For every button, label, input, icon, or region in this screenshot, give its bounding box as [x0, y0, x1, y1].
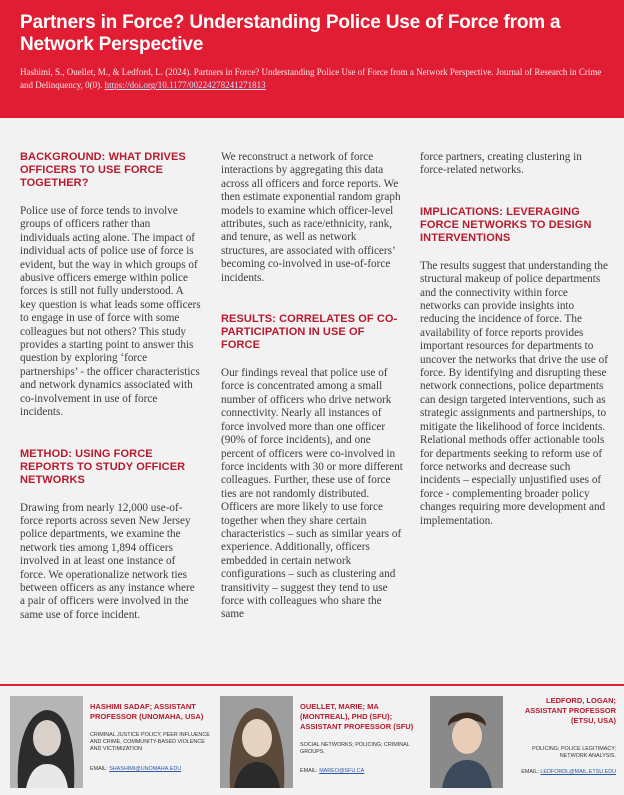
background-body: Police use of force tends to involve groups of officers rather than individuals acting alone. The impact of individual acts of police use of force is evident, but the way in which groups of abusive officers emerge within police forces is still not fully understood. A key question is what leads some officers to engage in use of force with some colleagues but not others? This study provides a starting point to answer this question by exploring ‘force partnerships’ - the officer characteristics and network dynamics associated with co-involvement in use of force incidents.	[20, 205, 201, 419]
doi-link[interactable]: https://doi.org/10.1177/00224278241271813	[104, 80, 266, 90]
page-title: Partners in Force? Understanding Police Use of Force from a Network Perspective	[20, 12, 561, 55]
header-banner	[0, 0, 624, 118]
results-body-continued: force partners, creating clustering in force-related networks.	[420, 151, 582, 177]
author-email-ledford: EMAIL: LEDFORDL@MAIL.ETSU.EDU	[521, 769, 616, 775]
email-link-hashimi[interactable]: SHASHIMI@UNOMAHA.EDU	[109, 766, 182, 772]
author-name-ledford: LEDFORD, LOGAN; ASSISTANT PROFESSOR (ETSU, USA)	[524, 696, 616, 725]
author-email-ouellet: EMAIL: MAREO@SFU.CA	[300, 768, 365, 774]
background-heading: BACKGROUND: WHAT DRIVES OFFICERS TO USE FORCE TOGETHER?	[20, 151, 186, 189]
author-card-ouellet	[220, 696, 415, 791]
column-1	[20, 151, 202, 622]
author-card-hashimi	[10, 696, 210, 791]
method-heading: METHOD: USING FORCE REPORTS TO STUDY OFFICER NETWORKS	[20, 447, 186, 486]
author-interests-ledford: POLICING; POLICE LEGITIMACY; NETWORK ANALYSIS.	[532, 746, 616, 759]
method-body-continued: We reconstruct a network of force interactions by aggregating this data across all officers and force reports. We then estimate exponential random graph models to examine which officer-level attributes, such as race/ethnicity, rank, and tenure, as well as network structures, are associated with officers’ becoming co-involved in use-of-force incidents.	[221, 151, 401, 284]
author-name-ouellet: OUELLET, MARIE; MA (MONTREAL), PHD (SFU); ASSISTANT PROFESSOR (SFU)	[300, 702, 414, 731]
results-heading: RESULTS: CORRELATES OF CO-PARTICIPATION IN USE OF FORCE	[221, 313, 398, 352]
email-link-ledford[interactable]: LEDFORDL@MAIL.ETSU.EDU	[540, 769, 616, 775]
method-body: Drawing from nearly 12,000 use-of-force reports across seven New Jersey police departments, we examine the network ties among 1,894 officers involved in at least one instance of force. We operationalize network ties between officers as any instance where a pair of officers were involved in the same use of force incident.	[20, 501, 195, 621]
citation-text: Hashimi, S., Ouellet, M., & Ledford, L. (2024). Partners in Force? Understanding Police Use of Force from a Network Perspective. Journal of Research in Crime and Delinquency, 0(0).	[20, 67, 602, 90]
column-2	[221, 151, 403, 622]
author-photo-ouellet	[220, 696, 293, 788]
column-3	[420, 151, 608, 528]
author-name-hashimi: HASHIMI SADAF; ASSISTANT PROFESSOR (UNOMAHA, USA)	[90, 702, 204, 721]
email-link-ouellet[interactable]: MAREO@SFU.CA	[319, 768, 365, 774]
footer-divider	[0, 684, 624, 686]
implications-body: The results suggest that understanding the structural makeup of police departments and the connectivity within force networks can provide insights into reducing the incidence of force. The availability of force reports provides important resources for departments to uncover the networks that drive the use of force. By identifying and disrupting these network connections, police departments can design targeted interventions, such as strategic assignments and partnerships, to mitigate the likelihood of force incidents. Relational methods offer actionable tools for departments seeking to reform use of force networks and decrease such incidents – especially unjustified uses of force - complementing broader policy changes requiring more development and implementation.	[420, 259, 608, 527]
author-photo-hashimi	[10, 696, 83, 788]
author-interests-ouellet: SOCIAL NETWORKS; POLICING; CRIMINAL GROUPS.	[300, 742, 410, 755]
citation	[20, 66, 610, 92]
author-interests-hashimi: CRIMINAL JUSTICE POLICY, PEER INFLUENCE AND CRIME, COMMUNITY-BASED VIOLENCE AND VICTIMIZATION	[90, 732, 210, 752]
implications-heading: IMPLICATIONS: LEVERAGING FORCE NETWORKS TO DESIGN INTERVENTIONS	[420, 205, 592, 244]
author-photo-ledford	[430, 696, 503, 788]
results-body: Our findings reveal that police use of force is concentrated among a small number of officers who drive network connectivity. Nearly all instances of force involved more than one officer (90% of force incidents), and one percent of officers were co-involved in force incidents with 30 or more different colleagues. Further, these use of force ties are not randomly distributed. Officers are more likely to use force together when they share certain characteristics – such as similar years of experience. Additionally, officers embedded in certain network configurations – such as clustering and transitivity – suggest they tend to use force with colleagues who share the same	[221, 367, 403, 621]
author-email-hashimi: EMAIL: SHASHIMI@UNOMAHA.EDU	[90, 766, 182, 772]
author-card-ledford	[430, 696, 616, 791]
